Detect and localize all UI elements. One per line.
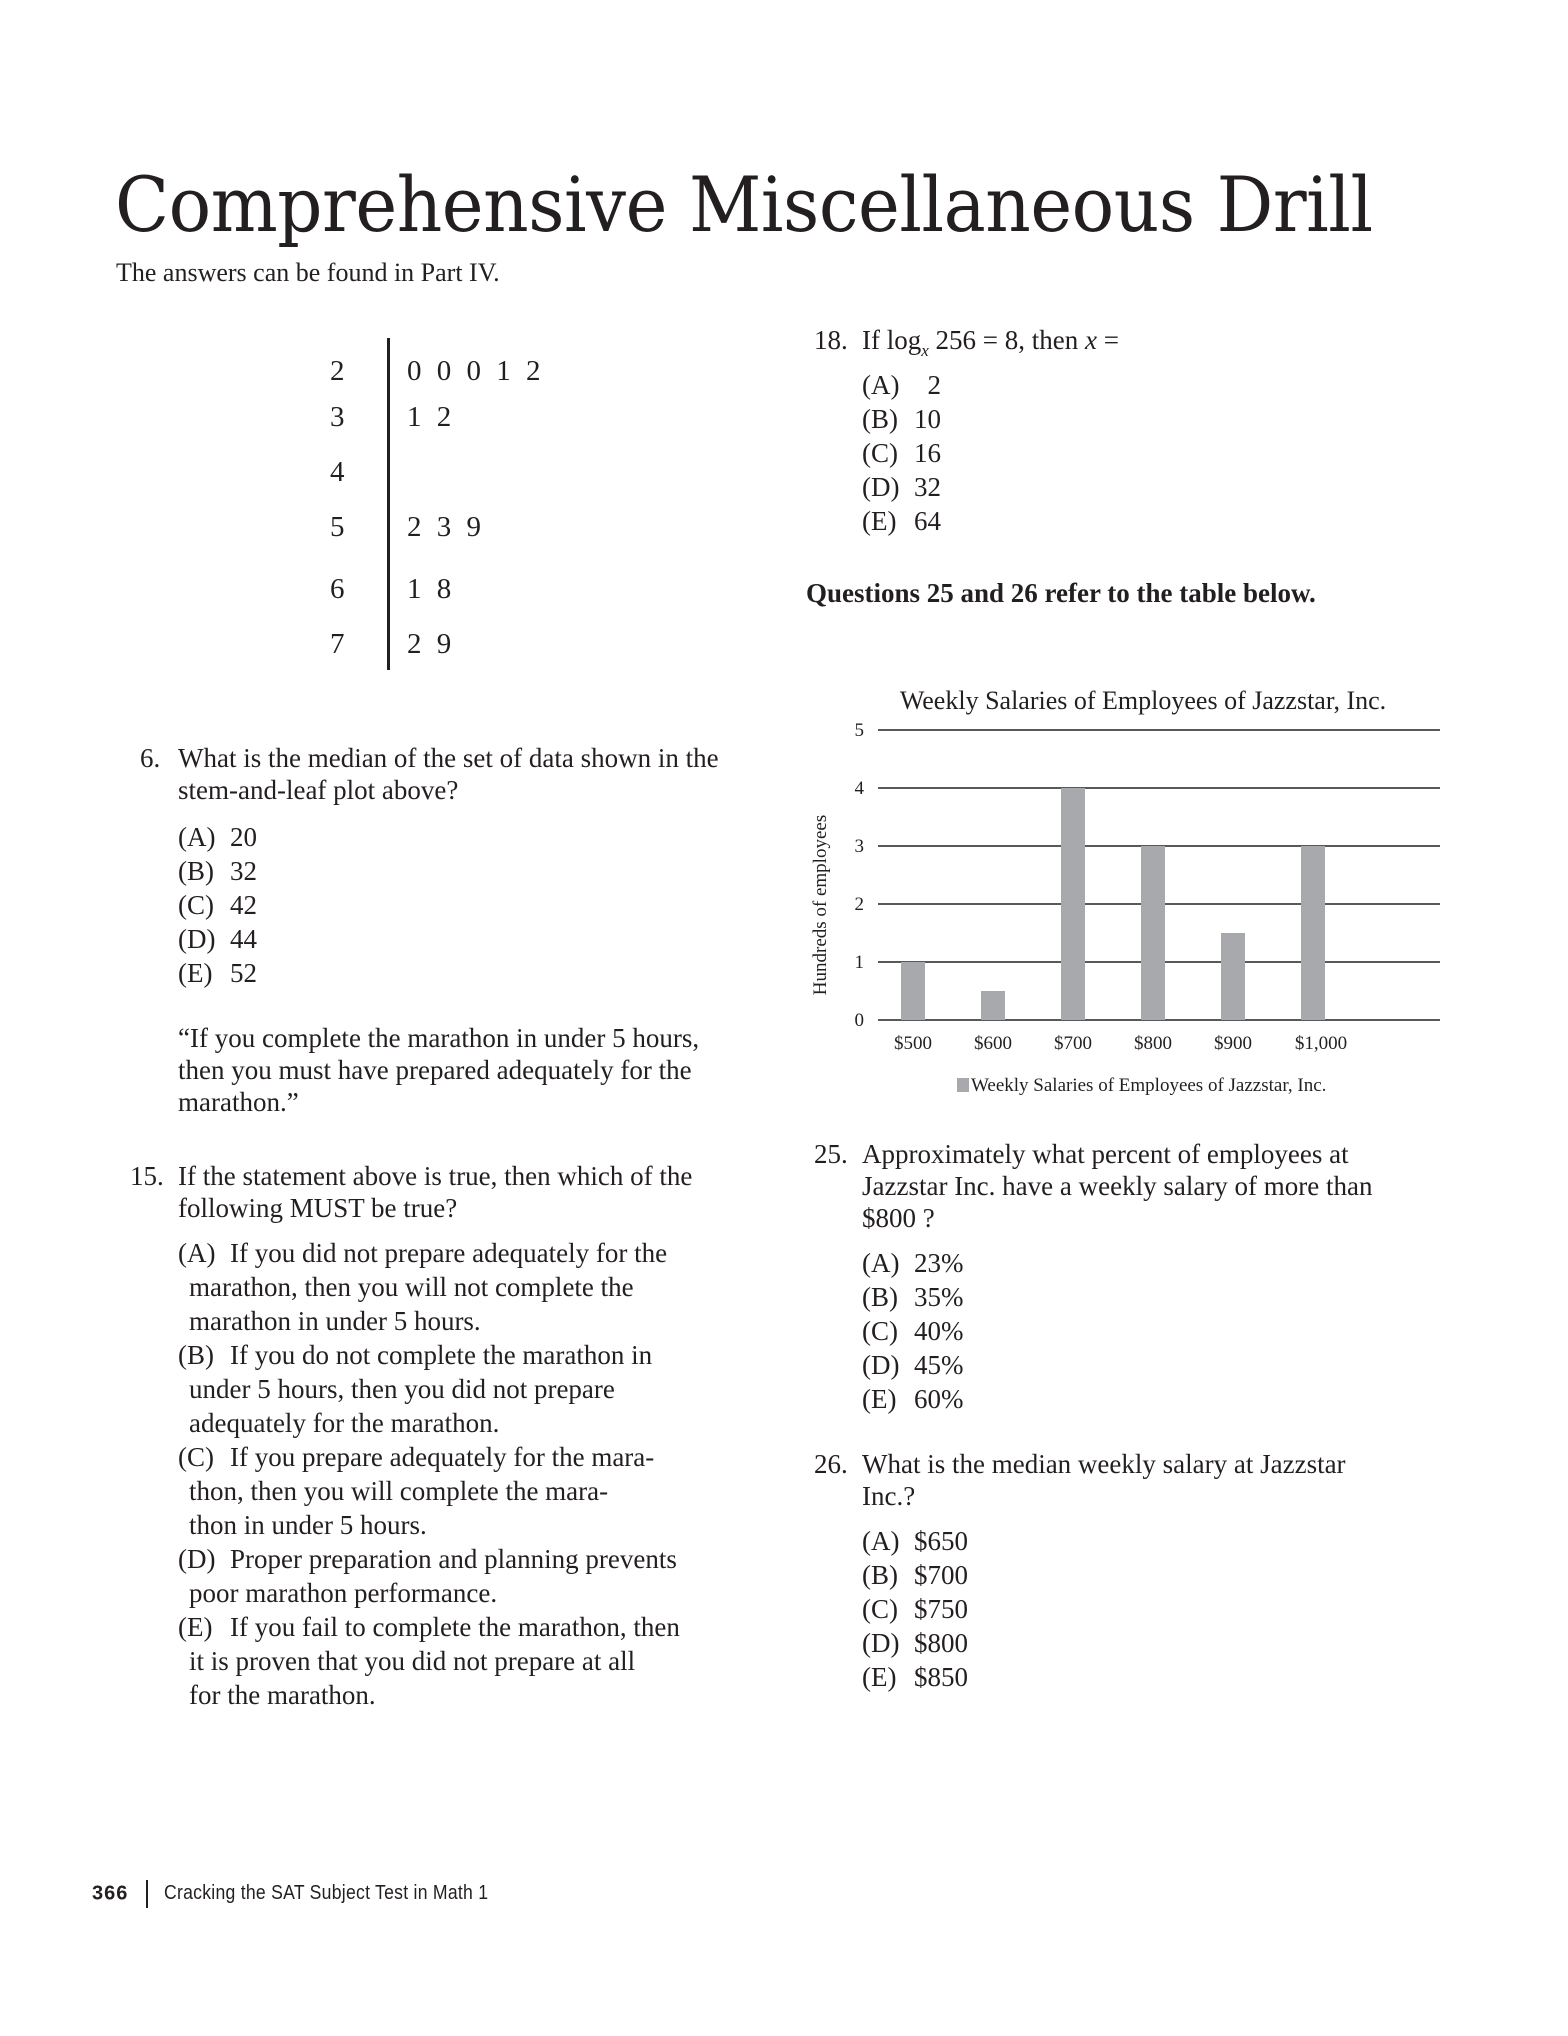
x-tick-labels [894, 1033, 1347, 1054]
option-letter: (D) [178, 924, 216, 954]
option-text-line: for the marathon. [189, 1680, 376, 1710]
option-text-line: thon, then you will complete the mara- [189, 1476, 609, 1506]
option-text: 60% [914, 1384, 964, 1414]
option-text: 32 [230, 856, 257, 886]
option-text-line: Proper preparation and planning prevents [230, 1544, 677, 1574]
answer-option-a[interactable] [862, 368, 941, 402]
question-number: 25. [814, 1139, 848, 1169]
option-letter: (E) [862, 1384, 897, 1414]
option-text-line: marathon, then you will not complete the [189, 1272, 634, 1302]
option-text-line: marathon in under 5 hours. [189, 1306, 481, 1336]
option-text: 44 [230, 924, 257, 954]
question-number: 6. [140, 743, 161, 773]
quote-line: then you must have prepared adequately for the [178, 1055, 692, 1085]
answer-option-c[interactable] [862, 1314, 964, 1348]
question-text-line: If the statement above is true, then which of the [178, 1161, 693, 1191]
option-text: 35% [914, 1282, 964, 1312]
salary-bar-chart [800, 675, 1450, 1115]
option-text: 45% [914, 1350, 964, 1380]
question-text-line: stem-and-leaf plot above? [178, 775, 459, 805]
option-letter: (D) [862, 1350, 900, 1380]
option-letter: (A) [862, 1248, 900, 1278]
option-text: 32 [914, 472, 941, 502]
chart-canvas [800, 675, 1450, 1115]
legend-swatch [957, 1078, 969, 1092]
option-letter: (C) [862, 1594, 898, 1624]
question-text-line: Inc.? [862, 1481, 916, 1511]
option-text-line: adequately for the marathon. [189, 1408, 500, 1438]
question-text-line: Jazzstar Inc. have a weekly salary of more than [862, 1171, 1373, 1201]
quote-line: “If you complete the marathon in under 5 hours, [178, 1023, 700, 1053]
variable-x: x [1085, 325, 1097, 355]
page-number: 366 [92, 1882, 129, 1905]
option-letter: (B) [862, 1560, 898, 1590]
answer-option-b[interactable] [178, 854, 257, 888]
option-letter: (E) [178, 1612, 213, 1642]
page-footer [92, 1880, 533, 1908]
option-letter: (D) [178, 1544, 216, 1574]
option-letter: (E) [178, 958, 213, 988]
y-tick-label: 4 [854, 778, 864, 799]
option-text: 23% [914, 1248, 964, 1278]
option-text: 20 [230, 822, 257, 852]
option-letter: (A) [178, 822, 216, 852]
x-tick-label: $1,000 [1294, 1033, 1348, 1054]
option-text: $650 [914, 1526, 968, 1556]
bar-800 [1141, 846, 1165, 1020]
log-base-subscript: x [921, 341, 929, 360]
option-text: 52 [230, 958, 257, 988]
answer-options [862, 368, 941, 538]
answer-option-c[interactable] [862, 436, 941, 470]
answer-option-e[interactable] [862, 1660, 968, 1694]
leaves: 0 0 0 1 2 [407, 355, 545, 387]
page-title: Comprehensive Miscellaneous Drill [115, 160, 1373, 249]
y-tick-label: 0 [854, 1010, 864, 1031]
stem: 2 [330, 355, 345, 387]
answer-option-d[interactable] [862, 1626, 968, 1660]
question-text-tail: = [1096, 325, 1119, 355]
quote-statement [178, 1022, 778, 1118]
question-text-line: What is the median weekly salary at Jazzstar [862, 1449, 1346, 1479]
question-text-line: $800 ? [862, 1203, 935, 1233]
option-letter: (B) [178, 856, 214, 886]
x-tick-label: $700 [1054, 1033, 1092, 1054]
bar-700 [1061, 788, 1085, 1020]
option-letter: (B) [862, 1282, 898, 1312]
answer-option-a[interactable] [178, 1236, 738, 1338]
option-text: 16 [914, 438, 941, 468]
bar-600 [981, 991, 1005, 1020]
leaves: 2 3 9 [407, 511, 485, 543]
question-number: 15. [130, 1161, 164, 1191]
answer-option-a[interactable] [862, 1524, 968, 1558]
option-letter: (E) [862, 1662, 897, 1692]
option-text-line: it is proven that you did not prepare at all [189, 1646, 636, 1676]
option-letter: (D) [862, 1628, 900, 1658]
leaves: 1 2 [407, 401, 456, 433]
leaves: 1 8 [407, 573, 456, 605]
option-text-line: If you did not prepare adequately for the [230, 1238, 668, 1268]
answer-option-a[interactable] [178, 820, 257, 854]
option-text: $800 [914, 1628, 968, 1658]
y-tick-labels [855, 720, 865, 1031]
question-text-line [862, 324, 1119, 360]
option-text-line: If you fail to complete the marathon, then [230, 1612, 680, 1642]
y-tick-label: 1 [854, 952, 864, 973]
question-number: 18. [814, 325, 848, 355]
option-letter: (C) [862, 1316, 898, 1346]
answer-option-b[interactable] [862, 1558, 968, 1592]
option-letter: (D) [862, 472, 900, 502]
option-text: $850 [914, 1662, 968, 1692]
y-tick-label: 2 [854, 894, 864, 915]
option-text: $750 [914, 1594, 968, 1624]
stem: 6 [330, 573, 345, 605]
option-letter: (A) [862, 1526, 900, 1556]
option-text: 42 [230, 890, 257, 920]
question-text-suffix: 256 = 8, then [928, 325, 1085, 355]
stem-and-leaf-plot [300, 335, 600, 675]
answer-option-b[interactable] [862, 402, 941, 436]
answer-options [178, 820, 257, 990]
x-tick-label: $800 [1134, 1033, 1172, 1054]
stem: 5 [330, 511, 345, 543]
bar-1000 [1301, 846, 1325, 1020]
y-tick-label: 5 [854, 720, 864, 741]
page-subtitle: The answers can be found in Part IV. [116, 258, 500, 287]
leaves: 2 9 [407, 628, 456, 660]
chart-title: Weekly Salaries of Employees of Jazzstar, Inc. [899, 686, 1387, 715]
answer-option-e[interactable] [178, 1610, 738, 1712]
answer-option-c[interactable] [178, 888, 257, 922]
stem: 7 [330, 628, 345, 660]
answer-option-d[interactable] [178, 922, 257, 956]
option-text-line: under 5 hours, then you did not prepare [189, 1374, 615, 1404]
answer-option-b[interactable] [178, 1338, 738, 1440]
answer-option-c[interactable] [862, 1592, 968, 1626]
option-letter: (C) [178, 1442, 214, 1472]
option-text-line: poor marathon performance. [189, 1578, 498, 1608]
question-text-line: What is the median of the set of data shown in the [178, 743, 719, 773]
option-letter: (C) [862, 438, 898, 468]
stem: 3 [330, 401, 345, 433]
question-text-line: following MUST be true? [178, 1193, 458, 1223]
question-text-line: Approximately what percent of employees at [862, 1139, 1349, 1169]
y-tick-label: 3 [854, 836, 864, 857]
y-axis-label: Hundreds of employees [810, 814, 831, 996]
option-letter: (B) [862, 404, 898, 434]
answer-option-d[interactable] [862, 1348, 964, 1382]
quote-line: marathon.” [178, 1087, 299, 1117]
answer-options [862, 1524, 968, 1694]
answer-options [862, 1246, 964, 1416]
question-text-prefix: If log [862, 325, 922, 355]
answer-option-e[interactable] [862, 1382, 964, 1416]
footer-divider [146, 1880, 148, 1908]
answer-option-e[interactable] [178, 956, 257, 990]
answer-options [178, 1236, 738, 1712]
question-number: 26. [814, 1449, 848, 1479]
answer-option-e[interactable] [862, 504, 941, 538]
stem: 4 [330, 456, 345, 488]
answer-option-d[interactable] [178, 1542, 738, 1610]
book-title: Cracking the SAT Subject Test in Math 1 [164, 1882, 489, 1905]
answer-option-c[interactable] [178, 1440, 738, 1542]
bar-500 [901, 962, 925, 1020]
option-text: 2 [914, 370, 941, 400]
option-text: 40% [914, 1316, 964, 1346]
option-text: 64 [914, 506, 941, 536]
x-tick-label: $600 [974, 1033, 1012, 1054]
option-letter: (E) [862, 506, 897, 536]
bar-900 [1221, 933, 1245, 1020]
x-tick-label: $500 [894, 1033, 932, 1054]
option-letter: (A) [178, 1238, 216, 1268]
option-text: 10 [914, 404, 941, 434]
answer-option-d[interactable] [862, 470, 941, 504]
stem-leaf-divider [387, 338, 390, 670]
option-text: $700 [914, 1560, 968, 1590]
chart-legend [957, 1075, 1326, 1096]
option-letter: (B) [178, 1340, 214, 1370]
section-note: Questions 25 and 26 refer to the table below. [806, 578, 1316, 608]
option-text-line: If you do not complete the marathon in [230, 1340, 653, 1370]
answer-option-a[interactable] [862, 1246, 964, 1280]
option-letter: (A) [862, 370, 900, 400]
legend-label: Weekly Salaries of Employees of Jazzstar, Inc. [971, 1075, 1327, 1096]
option-letter: (C) [178, 890, 214, 920]
x-tick-label: $900 [1214, 1033, 1252, 1054]
answer-option-b[interactable] [862, 1280, 964, 1314]
option-text-line: If you prepare adequately for the mara- [230, 1442, 655, 1472]
option-text-line: thon in under 5 hours. [189, 1510, 427, 1540]
